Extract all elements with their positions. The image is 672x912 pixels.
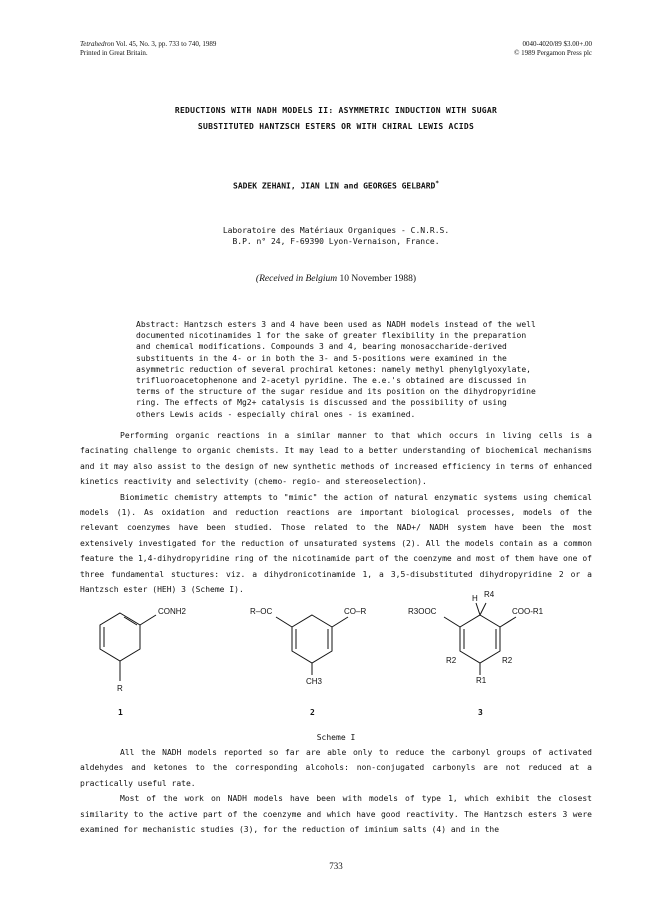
compound-1-structure (100, 613, 156, 681)
compound-3-right: COO-R1 (512, 607, 544, 616)
scheme-structures (80, 583, 592, 713)
compound-2-structure (276, 615, 348, 675)
abstract (136, 319, 536, 420)
journal-header (80, 40, 216, 58)
compound-3-r4: R4 (484, 590, 495, 599)
compound-3-ring-left: R2 (446, 656, 457, 665)
affiliation-line-1: Laboratoire des Matériaux Organiques - C.N.R.S. (222, 226, 450, 235)
paragraph-nadh-models: All the NADH models reported so far are able only to reduce the carbonyl groups of activated aldehydes and ketones to the corresponding alcohols: non-conjugated carbonyls are not reduced at a practically useful rate. (80, 748, 592, 788)
abstract-text: Abstract: Hantzsch esters 3 and 4 have been used as NADH models instead of the well documented nicotinamides 1 for the sake of greater flexibility in the preparation and chemical modifications. Compounds 3 and 4, bearing monosaccharide-derived substituents in the 4- or in both the 3- and 5-positions were examined in the asymmetric reduction of several prochiral ketones: namely methyl phenylglyoxylate, trifluoroacetophenone and 2-acetyl pyridine. The e.e.'s obtained are discussed in terms of the structure of the sugar residue and its position on the dihydropyridine ring. The effects of Mg2+ catalysis is discussed and the possibility of using others Lewis acids - especially chiral ones - is examined. (136, 320, 536, 419)
compound-2-n-sub: CH3 (306, 677, 323, 686)
volume-line: Vol. 45, No. 3, pp. 733 to 740, 1989 (114, 40, 217, 48)
compound-2-right: CO–R (344, 607, 367, 616)
copyright-header (484, 40, 592, 58)
compound-3-left: R3OOC (408, 607, 437, 616)
compound-label-1: 1 (118, 708, 123, 717)
affiliation-line-2: B.P. n° 24, F-69390 Lyon-Vernaison, France. (232, 237, 440, 246)
compound-3-n-sub: R1 (476, 676, 487, 685)
received-date (60, 274, 612, 284)
corresponding-mark: * (435, 180, 439, 187)
compound-2-left: R–OC (250, 607, 273, 616)
compound-3-ring-right: R2 (502, 656, 513, 665)
received-prefix: (Received in Belgium (255, 274, 338, 284)
printed-line: Printed in Great Britain. (80, 49, 148, 57)
issn-line: 0040-4020/89 $3.00+.00 (522, 40, 592, 48)
journal-name: Tetrahedron (80, 40, 115, 48)
received-date-value: 10 November 1988) (337, 274, 417, 284)
compound-1-substituent: CONH2 (158, 607, 187, 616)
paragraph-type-1: Most of the work on NADH models have been with models of type 1, which exhibit the closest similarity to the active part of the coenzyme and which have good reactivity. The Hantzsch esters 3 were examined for mechanistic studies (3), for the reduction of iminium salts (4) and in the (80, 794, 592, 835)
structure-drawings (80, 583, 592, 713)
paper-title-line-1: REDUCTIONS WITH NADH MODELS II: ASYMMETRIC INDUCTION WITH SUGAR (174, 106, 498, 115)
paragraph-biomimetic: Biomimetic chemistry attempts to "mimic" the action of natural enzymatic systems using chemical models (1). As oxidation and reduction reactions are important biological processes, models of the relevant coenzymes have been studied. Those related to the NAD+/ NADH system have been the most extensively investigated for the reduction of unsaturated systems (2). All the models contain as a common feature the 1,4-dihydropyridine ring of the nicotinamide part of the coenzyme and most of them have one of three fundamental stuctures: viz. a dihydronicotinamide 1, a 3,5-disubstituted dihydropyridine 2 or a Hantzsch ester (HEH) 3 (Scheme I). (80, 492, 592, 595)
copyright-line: © 1989 Pergamon Press plc (514, 49, 592, 57)
compound-label-2: 2 (310, 708, 315, 717)
body-section-1 (80, 428, 592, 597)
paragraph-intro: Performing organic reactions in a similar manner to that which occurs in living cells is a facinating challenge to organic chemists. It may lead to a better understanding of biochemical mechanisms and it may also assist to the design of new synthetic methods of increased efficiency in terms of enhanced kinetics reactivity and selectivity (chemo- regio- and stereoselection). (80, 431, 592, 487)
page-number: 733 (329, 861, 343, 871)
scheme-caption: Scheme I (316, 733, 356, 742)
authors (60, 180, 612, 191)
compound-label-3: 3 (478, 708, 483, 717)
compound-3-h: H (472, 594, 478, 603)
paper-title-line-2: SUBSTITUTED HANTZSCH ESTERS OR WITH CHIRAL LEWIS ACIDS (197, 122, 475, 131)
compound-1-n-sub: R (117, 684, 123, 693)
body-section-2 (80, 745, 592, 837)
author-names: SADEK ZEHANI, JIAN LIN and GEORGES GELBARD (233, 181, 436, 191)
